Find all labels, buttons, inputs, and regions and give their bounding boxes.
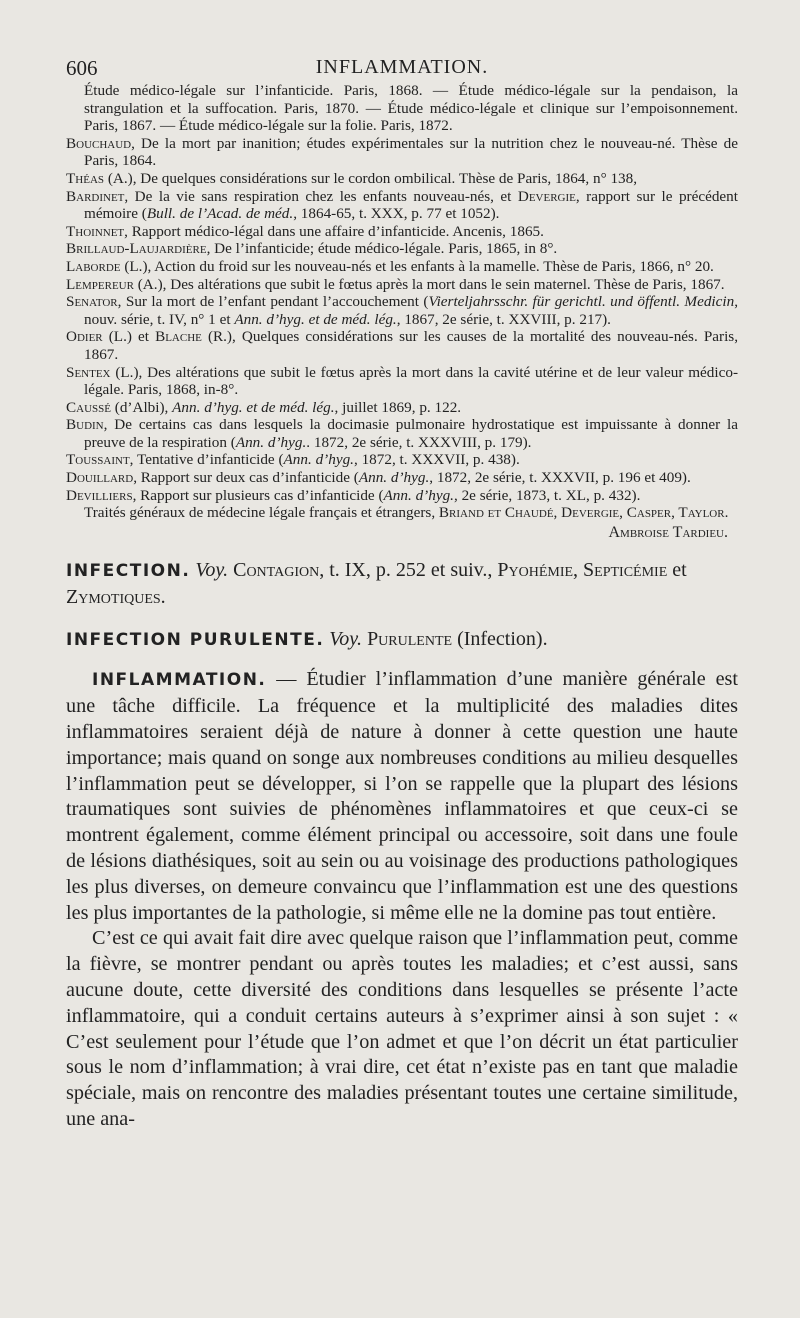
entry-text: , De l’infanticide; étude médico-légale. Paris, 1865, in 8°.: [206, 240, 558, 258]
bibliography-entry: [66, 416, 738, 451]
article-inflammation: [66, 667, 738, 1132]
entry-author: Blache: [155, 328, 202, 346]
entry-text: , 1864-65, t. XXX, p. 77 et 1052).: [293, 205, 500, 223]
xref-target: Pyohémie, Septicémie: [497, 559, 668, 582]
bibliography-entry: [66, 469, 738, 487]
bibliography-entry: [66, 293, 738, 328]
bibliography-entry: [66, 223, 738, 241]
entry-text: (R.), Quelques considérations sur les causes de la mortalité des nouveau-nés. Paris, 1867.: [84, 328, 738, 363]
bibliography-entry: [66, 258, 738, 276]
closing-authors: Briand et Chaudé, Devergie, Casper, Taylor.: [438, 504, 729, 522]
entry-author: Odier: [66, 328, 103, 346]
bibliography-entry: [66, 487, 738, 505]
entry-text: , Tentative d’infanticide (: [129, 451, 284, 469]
bibliography-entry: [66, 170, 738, 188]
signature: Ambroise Tardieu.: [608, 523, 728, 541]
cross-references: [66, 557, 738, 653]
bibliography-entry: [66, 135, 738, 170]
entry-text: (L.) et: [102, 328, 156, 346]
xref-heading: INFECTION PURULENTE.: [66, 630, 325, 651]
entry-author: Brillaud-Laujardière: [66, 240, 207, 258]
entry-text: , 1872, 2e série, t. XXXVII, p. 196 et 409).: [429, 469, 691, 487]
cross-reference: [66, 557, 738, 610]
entry-author: Laborde: [66, 257, 121, 275]
entry-text: , De la mort par inanition; études expérimentales sur la nutrition chez le nouveau-né. Thèse de Paris, 1864.: [84, 134, 738, 170]
entry-author: Senator: [66, 293, 118, 311]
entry-journal: Ann. d’hyg. et de méd. lég.: [234, 310, 397, 328]
entry-text: , rapport sur le précédent mémoire (: [84, 187, 738, 223]
entry-text: (L.), Des altérations que subit le fœtus après la mort dans la cavité utérine et de leur valeur médico-légale. Paris, 1868, in-8°.: [84, 363, 738, 399]
page-number: 606: [66, 56, 98, 80]
entry-journal: Vierteljahrsschr. für gerichtl. und öffentl. Medicin: [428, 293, 735, 311]
entry-author: Bouchaud: [66, 134, 132, 152]
closing-text: Traités généraux de médecine légale français et étrangers,: [84, 504, 439, 522]
entry-journal: Ann. d’hyg.: [283, 451, 354, 469]
entry-author: Bardinet: [66, 187, 125, 205]
xref-target: Purulente: [367, 628, 453, 651]
running-title: INFLAMMATION.: [315, 56, 489, 78]
entry-text: (d’Albi),: [110, 398, 173, 416]
entry-text: , nouv. série, t. IV, n° 1 et: [84, 293, 738, 328]
xref-text: , t. IX, p. 252 et suiv.,: [319, 559, 498, 582]
xref-voy: Voy.: [195, 559, 229, 582]
entry-author: Devilliers: [66, 486, 133, 504]
xref-text: (Infection).: [452, 628, 548, 651]
entry-text: , Sur la mort de l’enfant pendant l’accouchement (: [117, 293, 429, 311]
entry-author: Thoinnet: [66, 222, 125, 240]
bibliography-entry: [66, 328, 738, 363]
bibliography-list: [66, 135, 738, 504]
xref-text: .: [160, 586, 166, 609]
bibliography-lead: Étude médico-légale sur l’infanticide. Paris, 1868. — Étude médico-légale sur la pendaison, la strangulation et la suffocation. Paris, 1870. — Étude médico-légale et clinique sur l’empoisonnement. Paris, 1867. — Étude médico-légale sur la folie. Paris, 1872.: [84, 82, 738, 135]
xref-text: et: [667, 559, 687, 582]
entry-text: (A.), Des altérations que subit le fœtus après la mort dans le sein maternel. Thèse de Paris, 1867.: [133, 275, 725, 293]
xref-target: Contagion: [233, 559, 320, 582]
entry-author: Devergie: [517, 187, 576, 205]
entry-journal: Ann. d’hyg.: [358, 469, 430, 487]
entry-text: , 1867, 2e série, t. XXVIII, p. 217).: [396, 310, 611, 328]
entry-journal: Ann. d’hyg.: [383, 486, 454, 504]
cross-reference: [66, 626, 738, 653]
entry-text: , De certains cas dans lesquels la docimasie pulmonaire hydrostatique est impuissante à donner la preuve de la respiration (: [84, 416, 738, 451]
bibliography-entry: [66, 240, 738, 258]
entry-author: Budin: [66, 416, 104, 434]
entry-text: (A.), De quelques considérations sur le cordon ombilical. Thèse de Paris, 1864, n° 138,: [104, 169, 638, 187]
xref-target: Zymotiques: [66, 586, 161, 609]
entry-text: (L.), Action du froid sur les nouveau-nés et les enfants à la mamelle. Thèse de Paris, 1866, n° 20.: [120, 257, 714, 275]
article-paragraph-1: [66, 667, 738, 926]
entry-author: Caussé: [66, 398, 111, 416]
entry-author: Douillard: [66, 469, 134, 487]
entry-text: . 1872, 2e série, t. XXXVIII, p. 179).: [306, 433, 532, 451]
entry-author: Sentex: [66, 363, 111, 381]
entry-journal: Ann. d’hyg.: [235, 433, 307, 451]
article-heading: INFLAMMATION.: [92, 670, 267, 691]
xref-voy: Voy.: [329, 628, 363, 651]
page-header: [66, 52, 738, 82]
bibliography-entry: [66, 399, 738, 417]
bibliography: [66, 82, 738, 541]
bibliography-entry: [66, 364, 738, 399]
entry-author: Théas: [66, 169, 105, 187]
entry-text: , De la vie sans respiration chez les enfants nouveau-nés, et: [124, 187, 518, 205]
article-paragraph-2: C’est ce qui avait fait dire avec quelque raison que l’inflammation peut, comme la fièvre, se montrer pendant ou après toutes les maladies; et c’est aussi, sans aucune doute, cette diversité des conditions dans lesquelles se présente l’acte inflammatoire, qui a conduit certains auteurs à s’exprimer ainsi à son sujet : « C’est seulement pour l’étude que l’on admet et que l’on décrit un état particulier sous le nom d’inflammation; à vrai dire, cet état n’existe pas en tant que maladie spéciale, mais on rencontre des maladies présentant toutes une certaine similitude, une ana-: [66, 927, 738, 1130]
bibliography-entry: [66, 188, 738, 223]
bibliography-entry: [66, 276, 738, 294]
entry-text: , Rapport médico-légal dans une affaire d’infanticide. Ancenis, 1865.: [124, 222, 544, 240]
entry-journal: Bull. de l’Acad. de méd.: [146, 205, 294, 223]
entry-text: , juillet 1869, p. 122.: [334, 398, 462, 416]
entry-author: Toussaint: [66, 451, 130, 469]
entry-journal: Ann. d’hyg. et de méd. lég.: [172, 398, 335, 416]
bibliography-entry: [66, 451, 738, 469]
entry-author: Lempereur: [66, 275, 134, 293]
bibliography-closing: [66, 504, 738, 522]
entry-text: , 2e série, 1873, t. XL, p. 432).: [453, 486, 641, 504]
entry-text: , Rapport sur deux cas d’infanticide (: [133, 469, 359, 487]
article-p1-text: — Étudier l’inflammation d’une manière générale est une tâche difficile. La fréquence et la multiplicité des maladies dites inflammatoires seraient déjà de nature à donner à cette question une haute importance; mais quand on songe aux nombreuses conditions au milieu desquelles l’inflammation peut se développer, si l’on se rappelle que la plupart des lésions traumatiques sont suivies de phénomènes inflammatoires et que ceux-ci se montrent également, comme élément principal ou accessoire, soit dans une foule de lésions diathésiques, soit au sein ou au voisinage des productions pathologiques les plus diverses, on demeure convaincu que l’inflammation est une des questions les plus importantes de la pathologie, si même elle ne la domine pas tout entière.: [66, 668, 738, 924]
entry-text: , 1872, t. XXXVII, p. 438).: [353, 451, 520, 469]
xref-heading: INFECTION.: [66, 561, 191, 582]
entry-text: , Rapport sur plusieurs cas d’infanticide (: [132, 486, 384, 504]
